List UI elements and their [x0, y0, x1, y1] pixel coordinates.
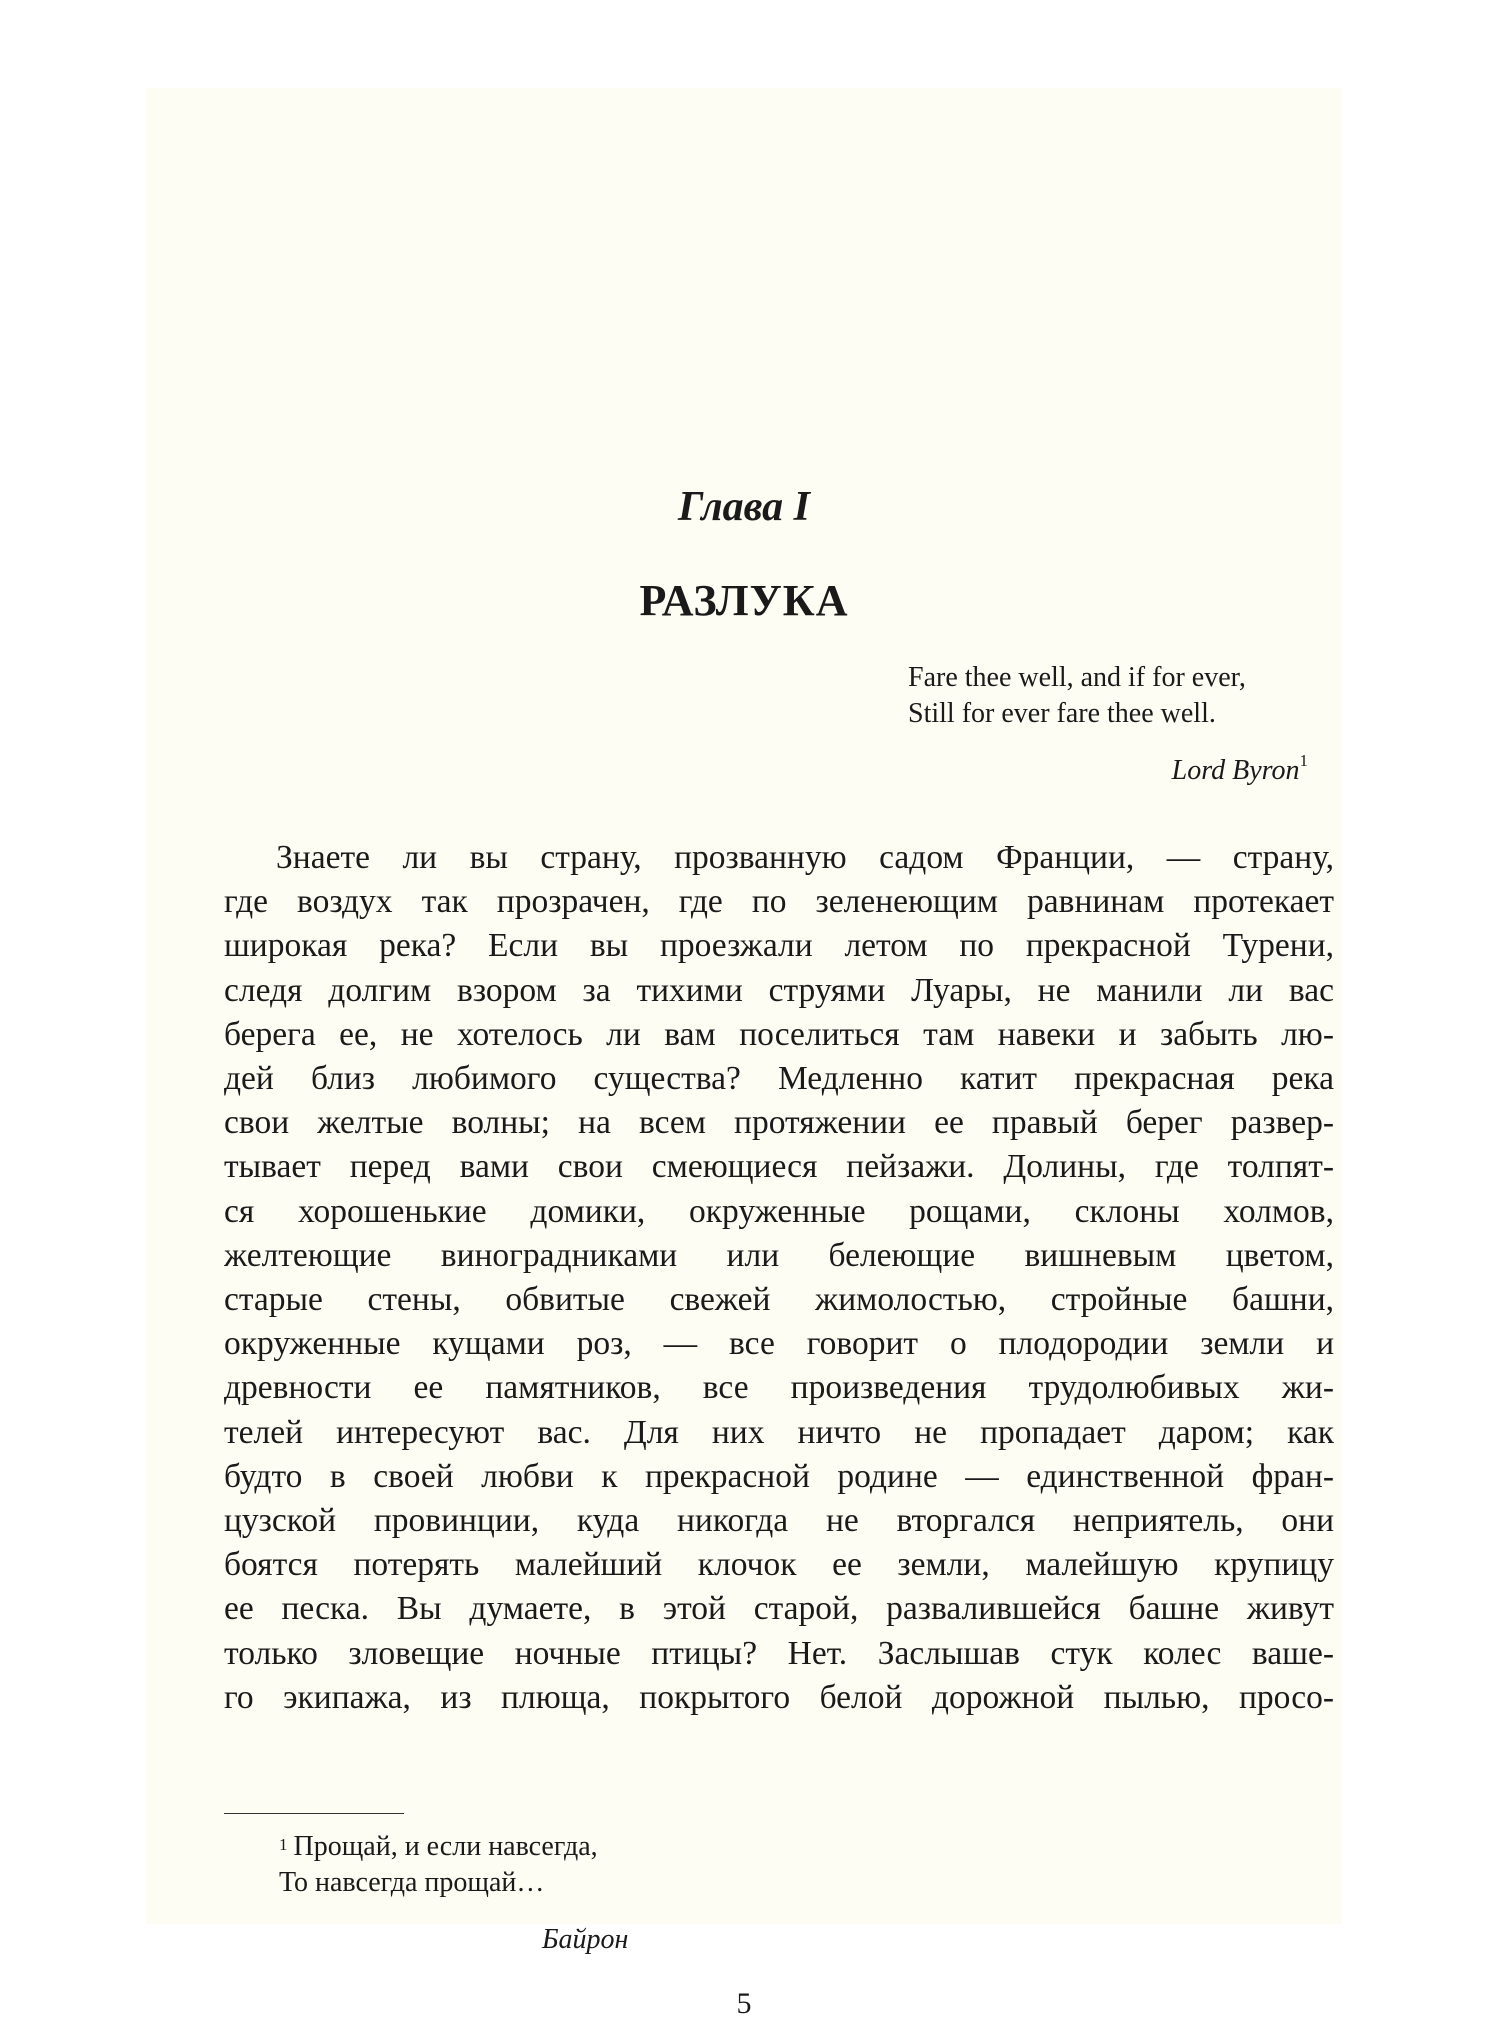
page-number: 5	[736, 1987, 752, 2020]
text-line: где воздух так прозрачен, где по зеленеющим равнинам протекает	[224, 883, 1334, 921]
text-line: желтеющие виноградниками или белеющие вишневым цветом,	[224, 1236, 1334, 1274]
text-line: следя долгим взором за тихими струями Луары, не манили ли вас	[224, 971, 1334, 1009]
footnote-text: Прощай, и если навсегда,	[293, 1831, 598, 1862]
chapter-title: РАЗЛУКА	[639, 576, 849, 625]
text-line: Знаете ли вы страну, прозванную садом Франции, — страну,	[276, 839, 1334, 876]
epigraph-author	[1171, 751, 1308, 787]
text-line: ее песка. Вы думаете, в этой старой, развалившейся башне живут	[224, 1590, 1334, 1628]
text-line: боятся потерять малейший клочок ее земли, малейшую крупицу	[224, 1546, 1334, 1584]
text-line: ся хорошенькие домики, окруженные рощами, склоны холмов,	[224, 1192, 1334, 1230]
text-line: тывает перед вами свои смеющиеся пейзажи. Долины, где толпят-	[224, 1148, 1334, 1186]
text-line: дей близ любимого существа? Медленно катит прекрасная река	[224, 1060, 1334, 1098]
body-text	[224, 836, 1334, 1720]
epigraph-line: Fare thee well, and if for ever,	[908, 662, 1246, 693]
book-page	[146, 88, 1342, 2020]
text-line: окруженные кущами роз, — все говорит о плодородии земли и	[224, 1325, 1334, 1363]
text-line: берега ее, не хотелось ли вам поселиться там навеки и забыть лю-	[224, 1015, 1334, 1053]
footnote-line	[279, 1829, 879, 1865]
text-line: го экипажа, из плюща, покрытого белой дорожной пылью, просо-	[224, 1678, 1334, 1716]
footnote-author: Байрон	[542, 1924, 629, 1955]
footnote	[279, 1829, 879, 1901]
text-line: древности ее памятников, все произведения трудолюбивых жи-	[224, 1369, 1334, 1407]
chapter-number: Глава I	[677, 484, 810, 530]
text-line: только зловещие ночные птицы? Нет. Заслышав стук колес ваше-	[224, 1634, 1334, 1672]
footnote-divider	[224, 1813, 404, 1814]
text-line: старые стены, обвитые свежей жимолостью, стройные башни,	[224, 1281, 1334, 1319]
text-line: цузской провинции, куда никогда не вторгался неприятель, они	[224, 1502, 1334, 1540]
text-line: широкая река? Если вы проезжали летом по прекрасной Турени,	[224, 927, 1334, 965]
footnote-line: То навсегда прощай…	[279, 1867, 545, 1898]
footnote-marker: 1	[279, 1835, 288, 1854]
footnote-reference: 1	[1299, 751, 1308, 770]
text-line: телей интересуют вас. Для них ничто не пропадает даром; как	[224, 1413, 1334, 1451]
epigraph-author-name: Lord Byron	[1171, 755, 1300, 786]
text-line: будто в своей любви к прекрасной родине — единственной фран-	[224, 1457, 1334, 1495]
text-line: свои желтые волны; на всем протяжении ее правый берег развер-	[224, 1104, 1334, 1142]
epigraph	[908, 660, 1308, 732]
epigraph-line: Still for ever fare thee well.	[908, 698, 1216, 729]
